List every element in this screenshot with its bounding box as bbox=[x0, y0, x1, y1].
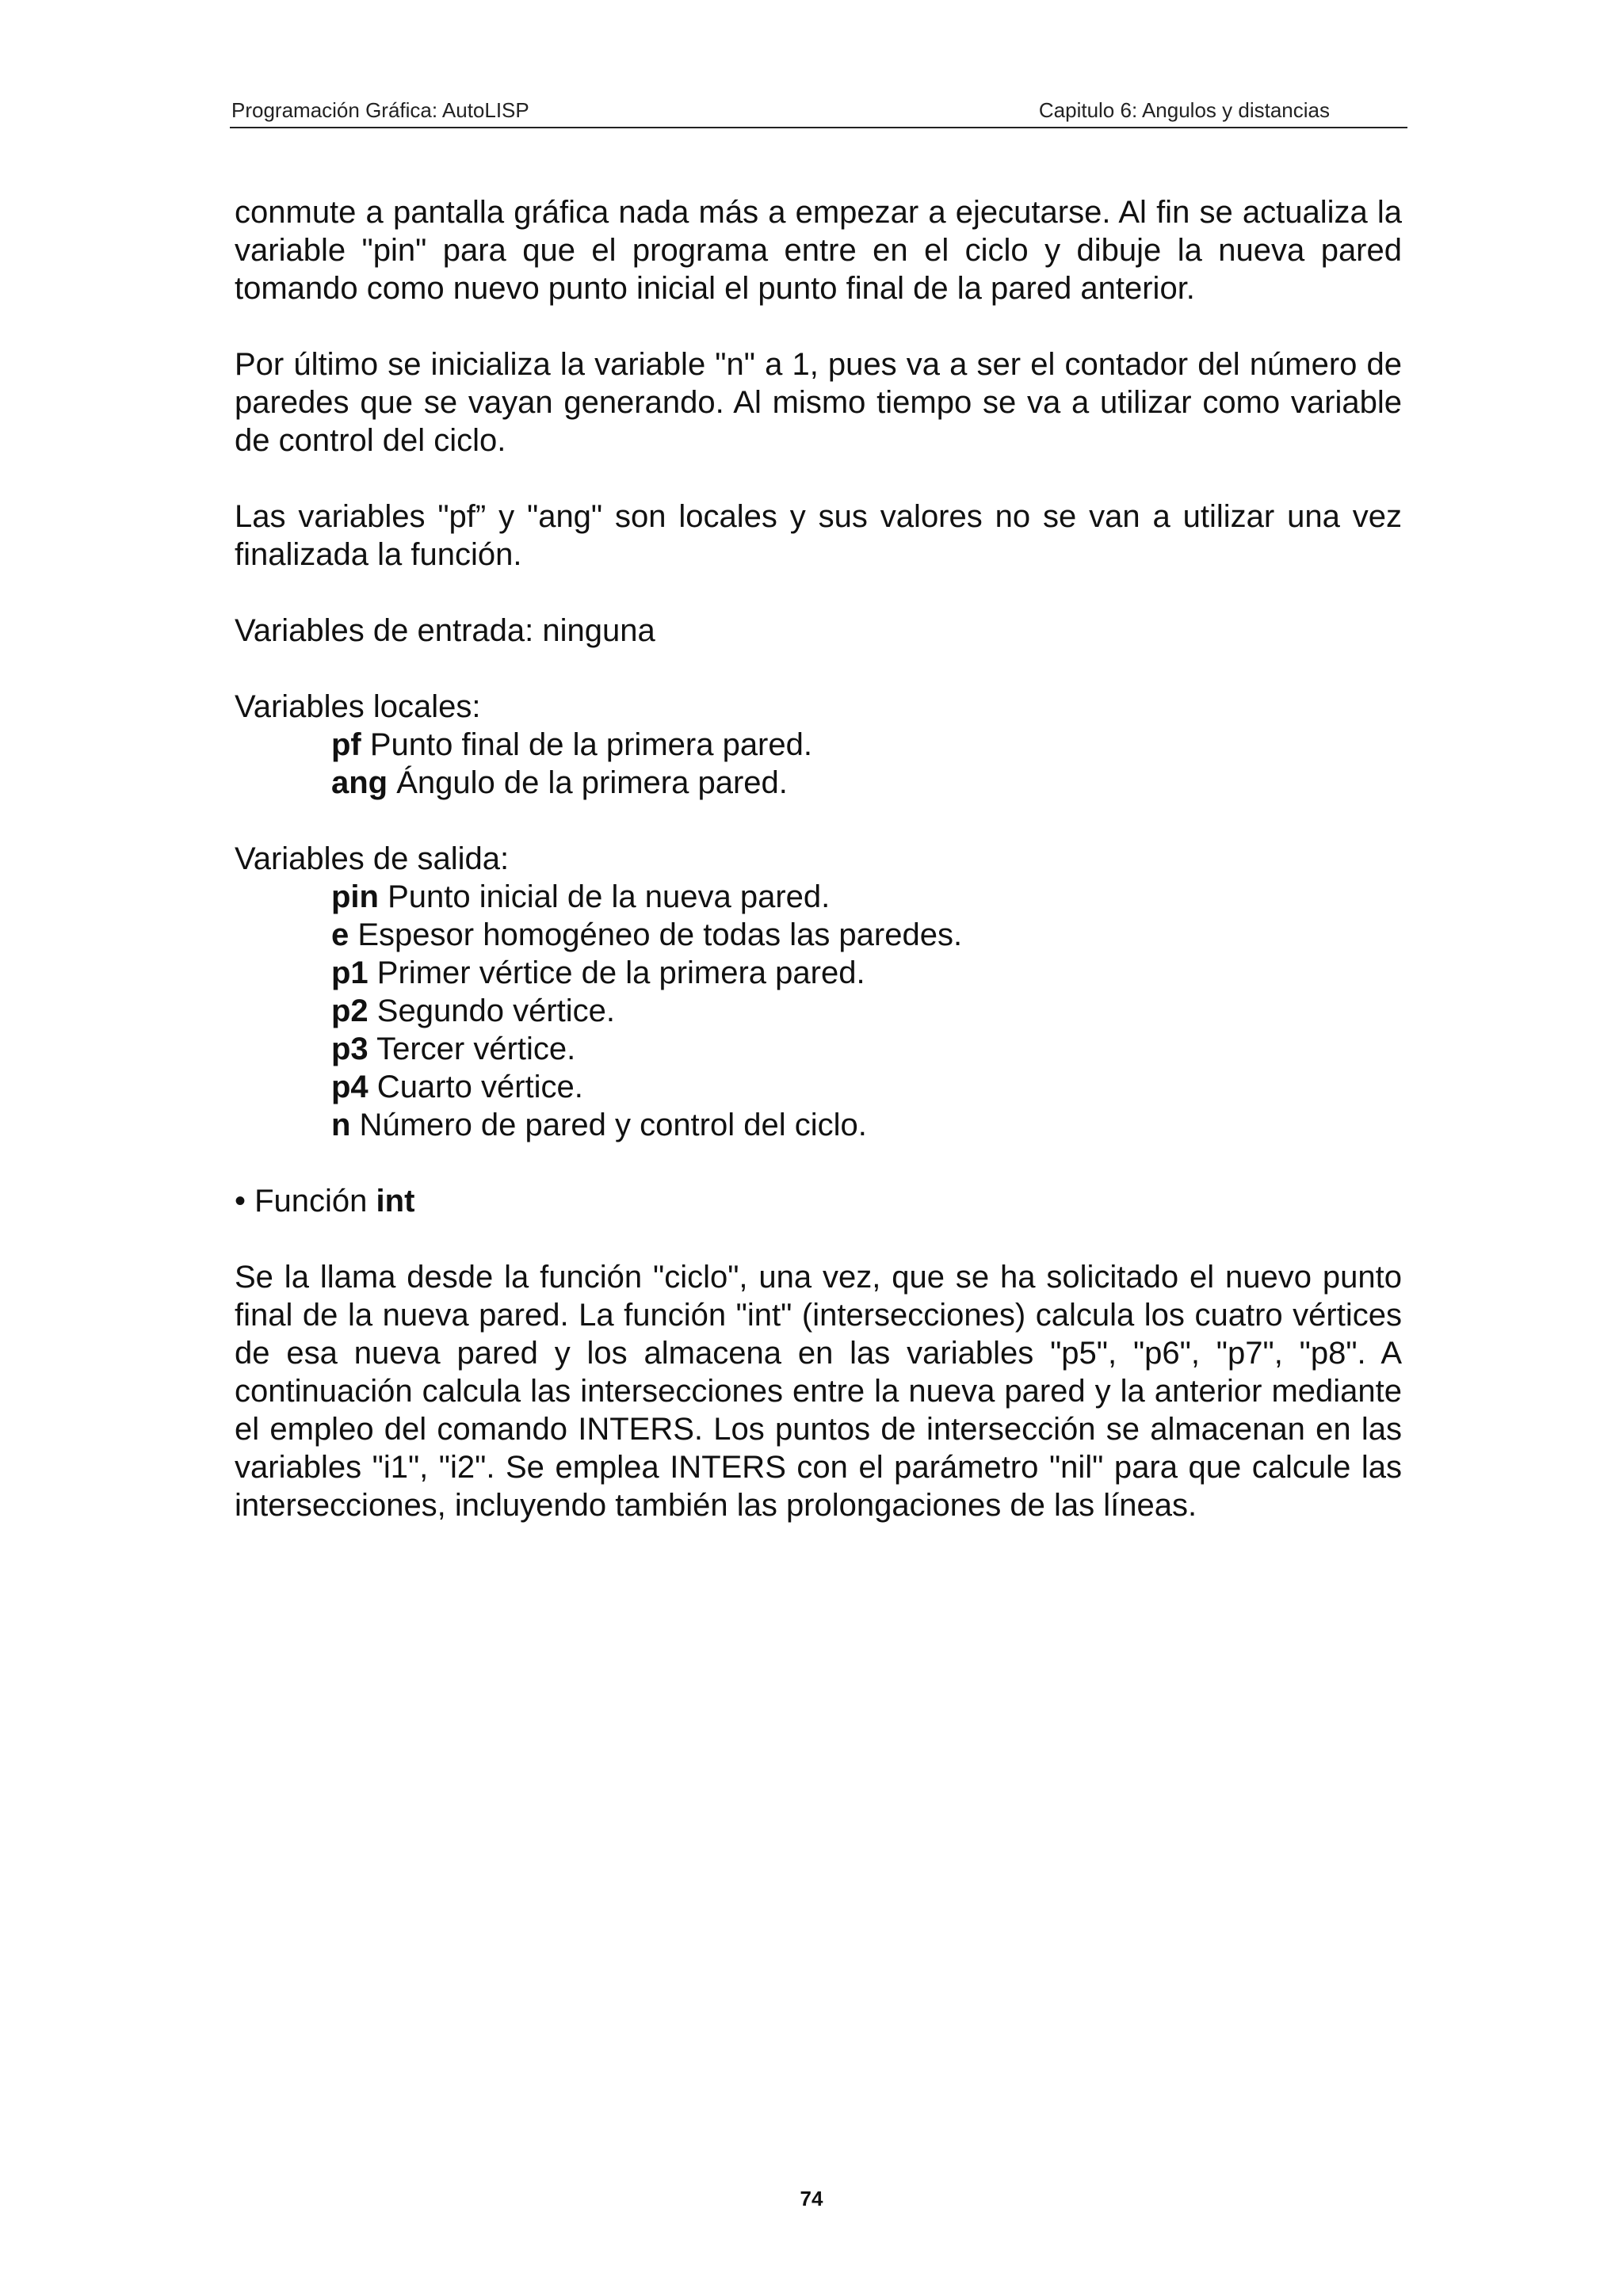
var-desc: Número de pared y control del ciclo. bbox=[350, 1108, 867, 1142]
var-name: n bbox=[331, 1108, 351, 1142]
output-vars-label: Variables de salida: bbox=[235, 841, 510, 876]
paragraph-variable-n: Por último se inicializa la variable "n" a 1, pues va a ser el contador del número de paredes que se vayan generando. Al mismo tiempo se va a utilizar como variable de control del ciclo. bbox=[235, 347, 1402, 458]
var-desc: Punto inicial de la nueva pared. bbox=[378, 879, 831, 914]
var-name: e bbox=[331, 917, 349, 952]
paragraph-int-description: Se la llama desde la función "ciclo", una vez, que se ha solicitado el nuevo punto final de la nueva pared. La función "int" (intersecciones) calcula los cuatro vértices de esa nueva pared y los almacena en las variables "p5", "p6", "p7", "p8". A continuación calcula las intersecciones entre la nueva pared y la anterior mediante el empleo del comando INTERS. Los puntos de intersección se almacenan en las variables "i1", "i2". Se emplea INTERS con el parámetro "nil" para que calcule las intersecciones, incluyendo también las prolongaciones de las líneas. bbox=[235, 1260, 1402, 1523]
var-desc: Espesor homogéneo de todas las paredes. bbox=[349, 917, 963, 952]
var-name: pf bbox=[331, 727, 361, 762]
var-desc: Primer vértice de la primera pared. bbox=[368, 955, 865, 990]
list-item bbox=[331, 916, 1402, 954]
list-item bbox=[331, 764, 1402, 802]
header-book-title: Programación Gráfica: AutoLISP bbox=[231, 98, 529, 122]
var-name: p1 bbox=[331, 955, 369, 990]
list-item bbox=[331, 954, 1402, 992]
paragraph-input-vars: Variables de entrada: ninguna bbox=[235, 613, 655, 648]
output-vars-list bbox=[235, 878, 1402, 1144]
local-vars-label: Variables locales: bbox=[235, 689, 481, 724]
page-body bbox=[235, 193, 1402, 1562]
section-heading-int bbox=[235, 1182, 1402, 1220]
list-item bbox=[331, 992, 1402, 1030]
paragraph-continuation: conmute a pantalla gráfica nada más a empezar a ejecutarse. Al fin se actualiza la variable "pin" para que el programa entre en el ciclo y dibuje la nueva pared tomando como nuevo punto inicial el punto final de la pared anterior. bbox=[235, 195, 1402, 306]
page-number: 74 bbox=[800, 2187, 823, 2210]
var-desc: Ángulo de la primera pared. bbox=[388, 765, 788, 800]
var-desc: Segundo vértice. bbox=[368, 994, 615, 1028]
list-item bbox=[331, 1068, 1402, 1106]
var-desc: Tercer vértice. bbox=[368, 1032, 576, 1066]
list-item bbox=[331, 1106, 1402, 1144]
section-heading-function-name: int bbox=[376, 1184, 415, 1219]
header-chapter-title: Capitulo 6: Angulos y distancias bbox=[1038, 98, 1330, 122]
local-vars-list bbox=[235, 726, 1402, 802]
var-name: pin bbox=[331, 879, 379, 914]
var-name: p2 bbox=[331, 994, 369, 1028]
var-desc: Punto final de la primera pared. bbox=[361, 727, 812, 762]
paragraph-local-vars: Las variables "pf” y "ang" son locales y sus valores no se van a utilizar una vez finalizada la función. bbox=[235, 499, 1402, 572]
var-name: p3 bbox=[331, 1032, 369, 1066]
var-desc: Cuarto vértice. bbox=[368, 1070, 583, 1104]
var-name: p4 bbox=[331, 1070, 369, 1104]
var-name: ang bbox=[331, 765, 388, 800]
section-heading-prefix: • Función bbox=[235, 1184, 376, 1219]
list-item bbox=[331, 1030, 1402, 1068]
list-item bbox=[331, 878, 1402, 916]
page-header bbox=[230, 93, 1407, 128]
list-item bbox=[331, 726, 1402, 764]
